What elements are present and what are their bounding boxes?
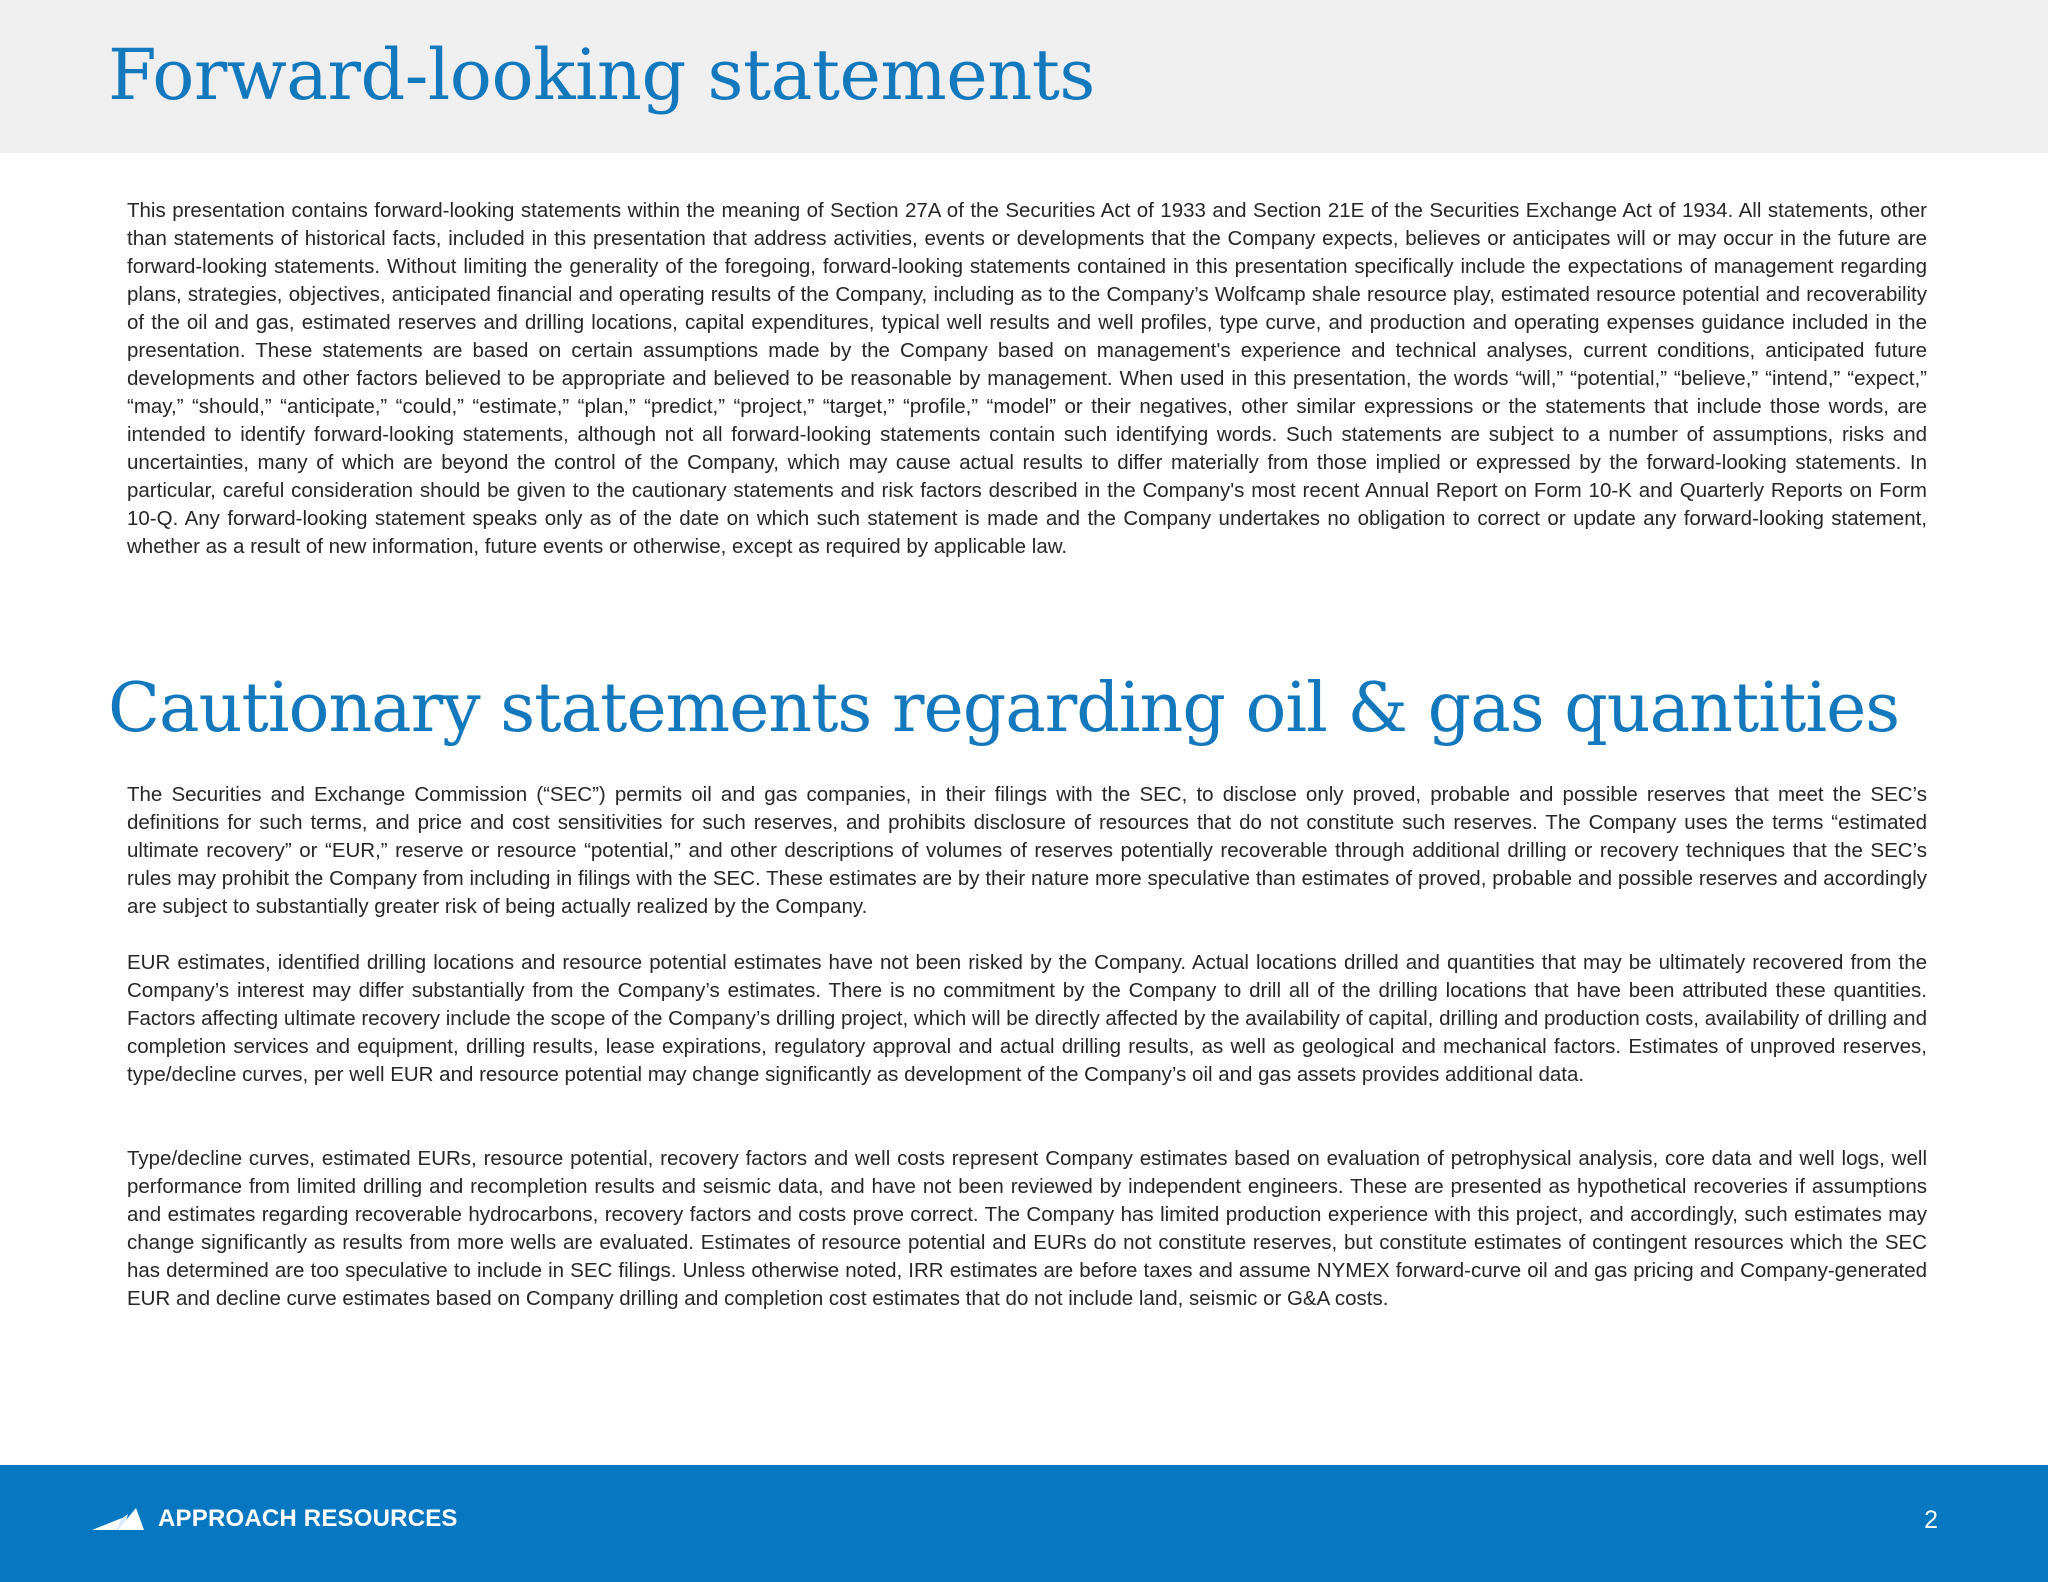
cautionary-paragraph-3: Type/decline curves, estimated EURs, resource potential, recovery factors and well costs represent Company estimates based on evaluation of petrophysical analysis, core data and well logs, well performance from limited drilling and recompletion results and seismic data, and have not been reviewed by independent engineers. These are presented as hypothetical recoveries if assumptions and estimates regarding recoverable hydrocarbons, recovery factors and costs prove correct. The Company has limited production experience with this project, and accordingly, such estimates may change significantly as results from more wells are evaluated. Estimates of resource potential and EURs do not constitute reserves, but constitute estimates of contingent resources which the SEC has determined are too speculative to include in SEC filings. Unless otherwise noted, IRR estimates are before taxes and assume NYMEX forward-curve oil and gas pricing and Company-generated EUR and decline curve estimates based on Company drilling and completion cost estimates that do not include land, seismic or G&A costs. (127, 1147, 1927, 1310)
company-logo (92, 1504, 458, 1534)
page-number: 2 (1924, 1506, 1938, 1534)
cautionary-paragraph-2: EUR estimates, identified drilling locations and resource potential estimates have not been risked by the Company. Actual locations drilled and quantities that may be ultimately recovered from the Company’s interest may differ substantially from the Company’s estimates. There is no commitment by the Company to drill all of the drilling locations that have been attributed these quantities. Factors affecting ultimate recovery include the scope of the Company’s drilling project, which will be directly affected by the availability of capital, drilling and production costs, availability of drilling and completion services and equipment, drilling results, lease expirations, regulatory approval and actual drilling results, as well as geological and mechanical factors. Estimates of unproved reserves, type/decline curves, per well EUR and resource potential may change significantly as development of the Company’s oil and gas assets provides additional data. (127, 951, 1927, 1086)
company-name: APPROACH RESOURCES (158, 1505, 458, 1532)
cautionary-title: Cautionary statements regarding oil & gas quantities (108, 669, 1900, 748)
forward-looking-paragraph: This presentation contains forward-looking statements within the meaning of Section 27A of the Securities Act of 1933 and Section 21E of the Securities Exchange Act of 1934. All statements, other than statements of historical facts, included in this presentation that address activities, events or developments that the Company expects, believes or anticipates will or may occur in the future are forward-looking statements. Without limiting the generality of the foregoing, forward-looking statements contained in this presentation specifically include the expectations of management regarding plans, strategies, objectives, anticipated financial and operating results of the Company, including as to the Company’s Wolfcamp shale resource play, estimated resource potential and recoverability of the oil and gas, estimated reserves and drilling locations, capital expenditures, typical well results and well profiles, type curve, and production and operating expenses guidance included in the presentation. These statements are based on certain assumptions made by the Company based on management's experience and technical analyses, current conditions, anticipated future developments and other factors believed to be appropriate and believed to be reasonable by management. When used in this presentation, the words “will,” “potential,” “believe,” “intend,” “expect,” “may,” “should,” “anticipate,” “could,” “estimate,” “plan,” “predict,” “project,” “target,” “profile,” “model” or their negatives, other similar expressions or the statements that include those words, are intended to identify forward-looking statements, although not all forward-looking statements contain such identifying words. Such statements are subject to a number of assumptions, risks and uncertainties, many of which are beyond the control of the Company, which may cause actual results to differ materially from those implied or expressed by the forward-looking statements. In particular, careful consideration should be given to the cautionary statements and risk factors described in the Company's most recent Annual Report on Form 10-K and Quarterly Reports on Form 10-Q. Any forward-looking statement speaks only as of the date on which such statement is made and the Company undertakes no obligation to correct or update any forward-looking statement, whether as a result of new information, future events or otherwise, except as required by applicable law. (127, 199, 1927, 558)
cautionary-paragraph-1: The Securities and Exchange Commission (“SEC”) permits oil and gas companies, in their filings with the SEC, to disclose only proved, probable and possible reserves that meet the SEC’s definitions for such terms, and price and cost sensitivities for such reserves, and prohibits disclosure of resources that do not constitute such reserves. The Company uses the terms “estimated ultimate recovery” or “EUR,” reserve or resource “potential,” and other descriptions of volumes of reserves potentially recoverable through additional drilling or recovery techniques that the SEC’s rules may prohibit the Company from including in filings with the SEC. These estimates are by their nature more speculative than estimates of proved, probable and possible reserves and accordingly are subject to substantially greater risk of being actually realized by the Company. (127, 783, 1927, 918)
forward-looking-title: Forward-looking statements (108, 34, 1095, 116)
approach-mountain-logo-icon (92, 1508, 144, 1530)
